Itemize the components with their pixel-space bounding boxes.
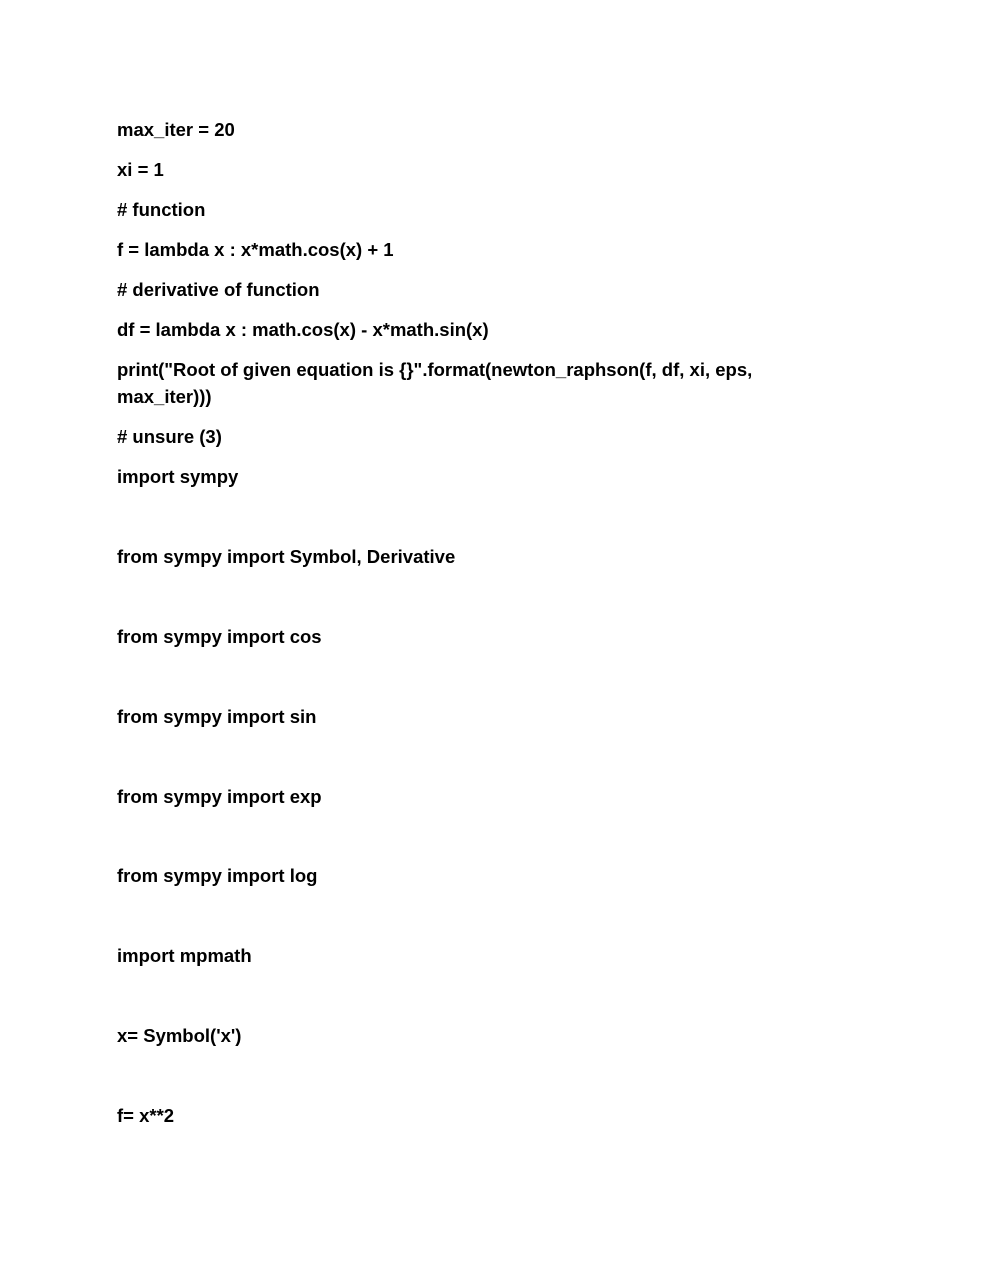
code-line-print-continued: max_iter)))	[117, 386, 212, 407]
code-line-import-cos: from sympy import cos	[117, 626, 322, 647]
code-line-import-log: from sympy import log	[117, 865, 318, 886]
code-line-df-lambda: df = lambda x : math.cos(x) - x*math.sin(x)	[117, 319, 489, 340]
code-line-print: print("Root of given equation is {}".format(newton_raphson(f, df, xi, eps,	[117, 359, 753, 380]
code-line-import-symbol-derivative: from sympy import Symbol, Derivative	[117, 546, 456, 567]
code-comment-derivative: # derivative of function	[117, 279, 320, 300]
code-line-import-sin: from sympy import sin	[117, 706, 317, 727]
code-line-import-sympy: import sympy	[117, 466, 239, 487]
code-line-f-squared: f= x**2	[117, 1105, 175, 1126]
code-line-import-mpmath: import mpmath	[117, 945, 252, 966]
code-line-import-exp: from sympy import exp	[117, 786, 322, 807]
code-line-max-iter: max_iter = 20	[117, 119, 235, 140]
code-line-xi: xi = 1	[117, 159, 164, 180]
code-comment-unsure: # unsure (3)	[117, 426, 222, 447]
code-line-f-lambda: f = lambda x : x*math.cos(x) + 1	[117, 239, 394, 260]
code-line-symbol-x: x= Symbol('x')	[117, 1025, 242, 1046]
code-comment-function: # function	[117, 199, 206, 220]
